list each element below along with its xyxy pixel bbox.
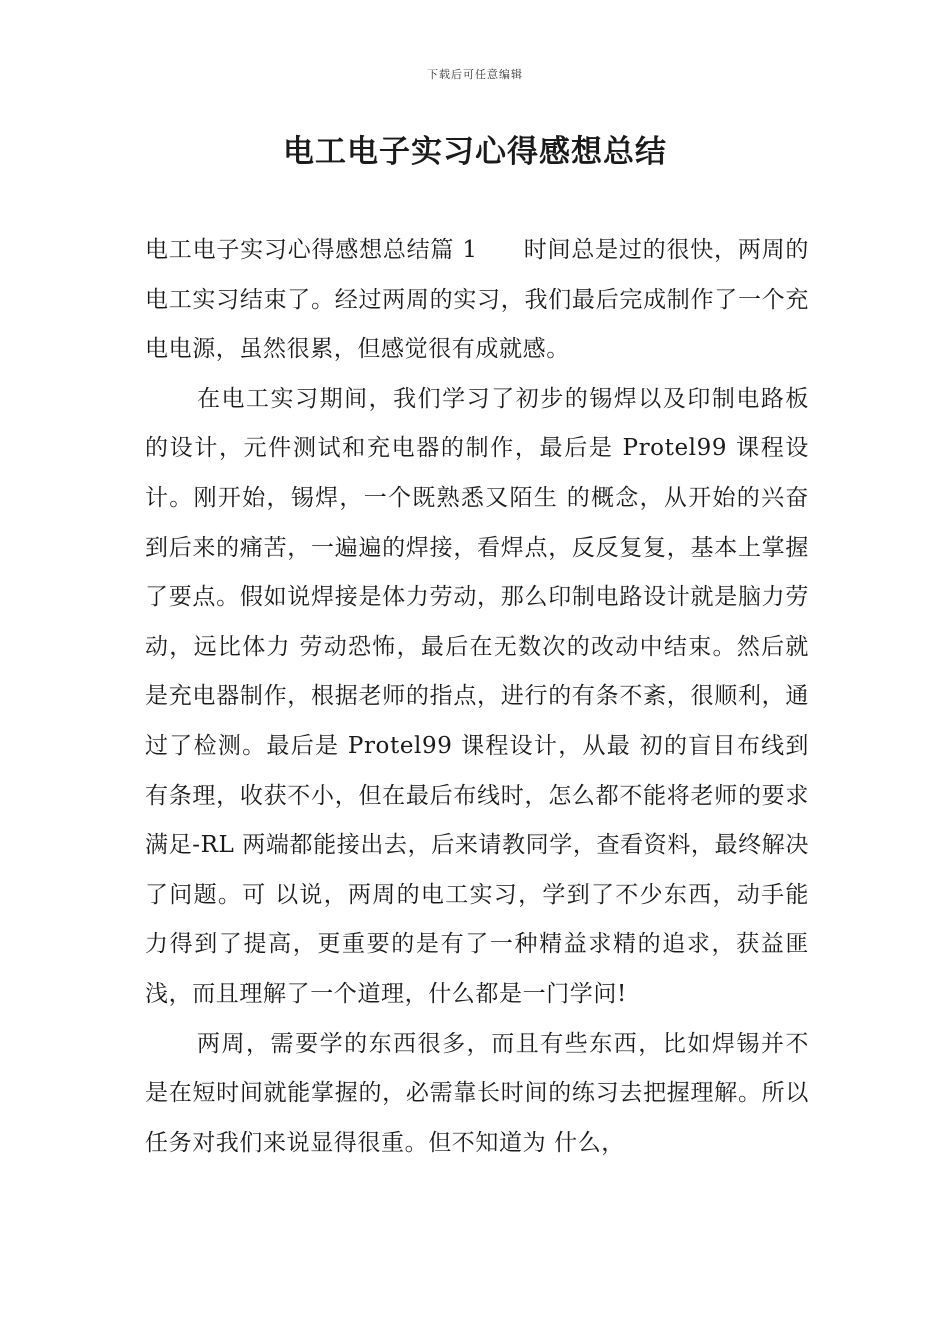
paragraph-1 — [145, 226, 809, 375]
document-body — [145, 226, 809, 1168]
paragraph-2: 在电工实习期间，我们学习了初步的锡焊以及印制电路板的设计，元件测试和充电器的制作，最后是 Protel99 课程设计。刚开始，锡焊，一个既熟悉又陌生 的概念，从开始的兴奋到后来的痛苦，一遍遍的焊接，看焊点，反反复复，基本上掌握了要点。假如说焊接是体力劳动，那么印制电路设计就是脑力劳动，远比体力 劳动恐怖，最后在无数次的改动中结束。然后就是充电器制作，根据老师的指点，进行的有条不紊，很顺利，通过了检测。最后是 Protel99 课程设计，从最 初的盲目布线到有条理，收获不小，但在最后布线时，怎么都不能将老师的要求满足-RL 两端都能接出去，后来请教同学，查看资料，最终解决了问题。可 以说，两周的电工实习，学到了不少东西，动手能力得到了提高，更重要的是有了一种精益求精的追求，获益匪浅，而且理解了一个道理，什么都是一门学问! — [145, 385, 809, 1007]
header-note: 下载后可任意编辑 — [427, 68, 523, 81]
paragraph-3: 两周，需要学的东西很多，而且有些东西，比如焊锡并不是在短时间就能掌握的，必需靠长时间的练习去把握理解。所以任务对我们来说显得很重。但不知道为 什么， — [145, 1030, 809, 1156]
paragraph-1-text: 时间总是过的很快，两周的电工实习结束了。经过两周的实习，我们最后完成制作了一个充电电源，虽然很累，但感觉很有成就感。 — [145, 237, 809, 363]
section-label: 电工电子实习心得感想总结篇 1 — [145, 237, 478, 263]
document-title: 电工电子实习心得感想总结 — [283, 134, 667, 170]
